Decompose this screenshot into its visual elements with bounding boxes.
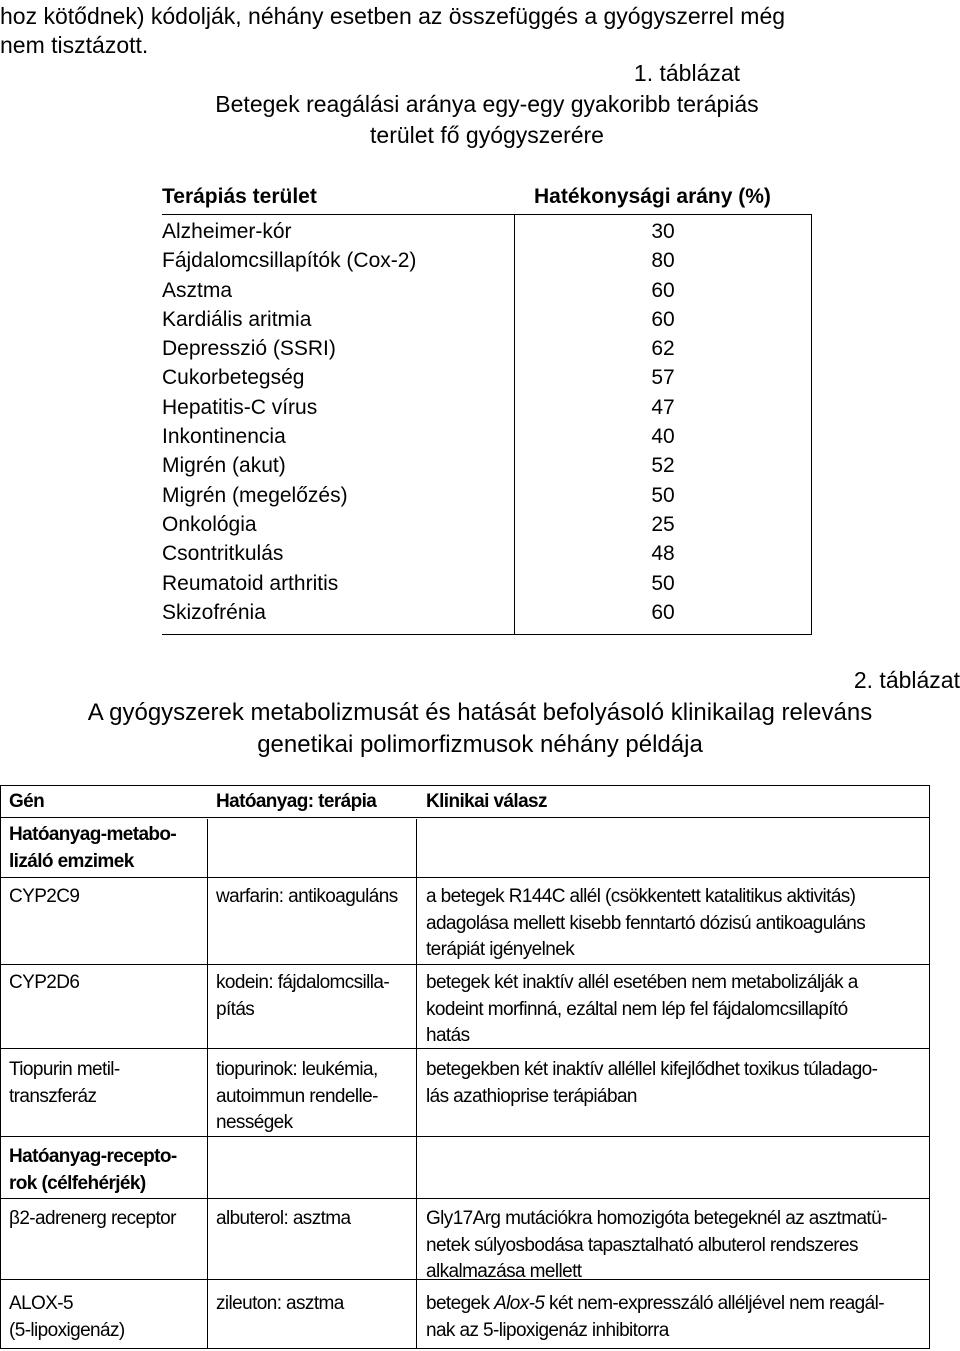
table1-row [162, 569, 812, 598]
table1-efficacy-rate: 50 [651, 571, 675, 595]
table2-response [426, 1291, 884, 1344]
table2-response: betegek két inaktív allél esetében nem metabolizálják a kodeint morfinná, ezáltal nem lép fel fájdalomcsillapító hatás [426, 972, 858, 1046]
table2-gene: ALOX-5 (5-lipoxigenáz) [9, 1293, 125, 1341]
table2-drug: warfarin: antikoaguláns [216, 886, 398, 907]
table1-title-line-2: terület fő gyógyszerére [370, 122, 604, 148]
table2-response-text: betegek [426, 1293, 495, 1314]
table2-drug: zileuton: asztma [216, 1293, 344, 1314]
table1-row [162, 276, 812, 305]
table1-therapy-area: Inkontinencia [162, 425, 286, 449]
intro-text-line-2: nem tisztázott. [0, 32, 149, 58]
table2-line-5 [1, 1198, 929, 1199]
table2-title [0, 697, 960, 761]
table1-col-efficacy-rate: Hatékonysági arány (%) [534, 185, 771, 208]
table2-section-metabolizing-enzymes: Hatóanyag-metabo- lizáló emzimek [9, 824, 177, 872]
table2-drug: albuterol: asztma [216, 1208, 351, 1229]
table2-col-response: Klinikai válasz [426, 791, 547, 812]
table1-row [162, 510, 812, 539]
table1-caption [162, 58, 812, 151]
table1-efficacy-rate: 40 [651, 425, 675, 449]
table1-row [162, 422, 812, 451]
table1-row [162, 217, 812, 246]
table2-section-drug-receptors: Hatóanyag-recepto- rok (célfehérjék) [9, 1146, 177, 1194]
table1-therapy-area: Kardiális aritmia [162, 307, 312, 331]
table1-row [162, 481, 812, 510]
table1-row [162, 334, 812, 363]
table1-efficacy-rate: 50 [651, 483, 675, 507]
table1-header [162, 180, 812, 215]
table2-gene: β2-adrenerg receptor [9, 1208, 176, 1229]
table1-efficacy-rate: 60 [651, 278, 675, 302]
table2-col-gene: Gén [9, 791, 45, 812]
table1-therapy-area: Onkológia [162, 512, 257, 536]
table1-therapy-area: Cukorbetegség [162, 366, 305, 390]
table2-gene: CYP2C9 [9, 886, 80, 907]
table1-number: 1. táblázat [633, 60, 741, 86]
table2-response-text: két nem-expresszáló alléljével nem reagál- nak az 5-lipoxigenáz inhibitorra [426, 1293, 884, 1341]
table2-drug: tiopurinok: leukémia, autoimmun rendelle- nességek [216, 1059, 378, 1133]
table1-efficacy-rate: 30 [651, 220, 675, 243]
table2-number: 2. táblázat [853, 667, 960, 693]
table2 [0, 785, 930, 1349]
table2-line-2 [1, 964, 929, 965]
table1-efficacy-rate: 47 [651, 395, 675, 419]
table1-row [162, 539, 812, 568]
table2-title-line-2: genetikai polimorfizmusok néhány példája [257, 731, 703, 758]
table1-therapy-area: Reumatoid arthritis [162, 571, 339, 595]
table1-row [162, 305, 812, 334]
table1-body [162, 217, 812, 627]
table2-response: Gly17Arg mutációkra homozigóta betegeknél az asztmatü- netek súlyosbodása tapasztalható albuterol rendszeres alkalmazása mellett [426, 1208, 887, 1282]
table1-efficacy-rate: 60 [651, 600, 675, 624]
table1-efficacy-rate: 25 [651, 512, 675, 536]
table1-row [162, 451, 812, 480]
table1-efficacy-rate: 60 [651, 307, 675, 331]
table2-gene: CYP2D6 [9, 972, 80, 993]
table2-response: betegekben két inaktív alléllel kifejlődhet toxikus túladago- lás azathioprise terápiában [426, 1059, 878, 1107]
table1-efficacy-rate: 52 [651, 454, 675, 478]
table1-therapy-area: Hepatitis-C vírus [162, 395, 318, 419]
table2-title-line-1: A gyógyszerek metabolizmusát és hatását befolyásoló klinikailag releváns [87, 699, 873, 726]
table1-therapy-area: Csontritkulás [162, 542, 284, 566]
table2-drug: kodein: fájdalomcsilla- pítás [216, 972, 390, 1020]
table1-efficacy-rate: 48 [651, 542, 675, 566]
table2-divider-1 [207, 819, 208, 1348]
table1-efficacy-rate: 80 [651, 249, 675, 273]
table2-divider-2 [416, 819, 417, 1348]
table1-therapy-area: Alzheimer-kór [162, 220, 292, 243]
table1-row [162, 598, 812, 627]
table2-response: a betegek R144C allél (csökkentett katalitikus aktivitás) adagolása mellett kisebb fenntartó dózisú antikoaguláns terápiát igényelnek [426, 886, 866, 960]
intro-text-line-1: hoz kötődnek) kódolják, néhány esetben az összefüggés a gyógyszerrel még [0, 3, 786, 29]
table1-therapy-area: Depresszió (SSRI) [162, 337, 336, 361]
table2-line-1 [1, 877, 929, 878]
table1-therapy-area: Migrén (akut) [162, 454, 286, 478]
table1-row [162, 246, 812, 275]
table1 [162, 180, 812, 635]
table1-efficacy-rate: 57 [651, 366, 675, 390]
table2-response-gene-italic: Alox-5 [494, 1293, 545, 1314]
table1-therapy-area: Skizofrénia [162, 600, 266, 624]
table2-col-drug: Hatóanyag: terápia [216, 791, 377, 812]
table1-title-line-1: Betegek reagálási aránya egy-egy gyakoribb terápiás [215, 91, 759, 117]
table1-col-therapy-area: Terápiás terület [162, 185, 317, 208]
table1-therapy-area: Fájdalomcsillapítók (Cox-2) [162, 249, 417, 273]
table1-row [162, 393, 812, 422]
table1-efficacy-rate: 62 [651, 337, 675, 361]
table2-line-4 [1, 1136, 929, 1137]
table1-therapy-area: Migrén (megelőzés) [162, 483, 348, 507]
table1-therapy-area: Asztma [162, 278, 233, 302]
table1-row [162, 363, 812, 392]
table2-gene: Tiopurin metil- transzferáz [9, 1059, 120, 1107]
table2-header-line [1, 817, 929, 818]
